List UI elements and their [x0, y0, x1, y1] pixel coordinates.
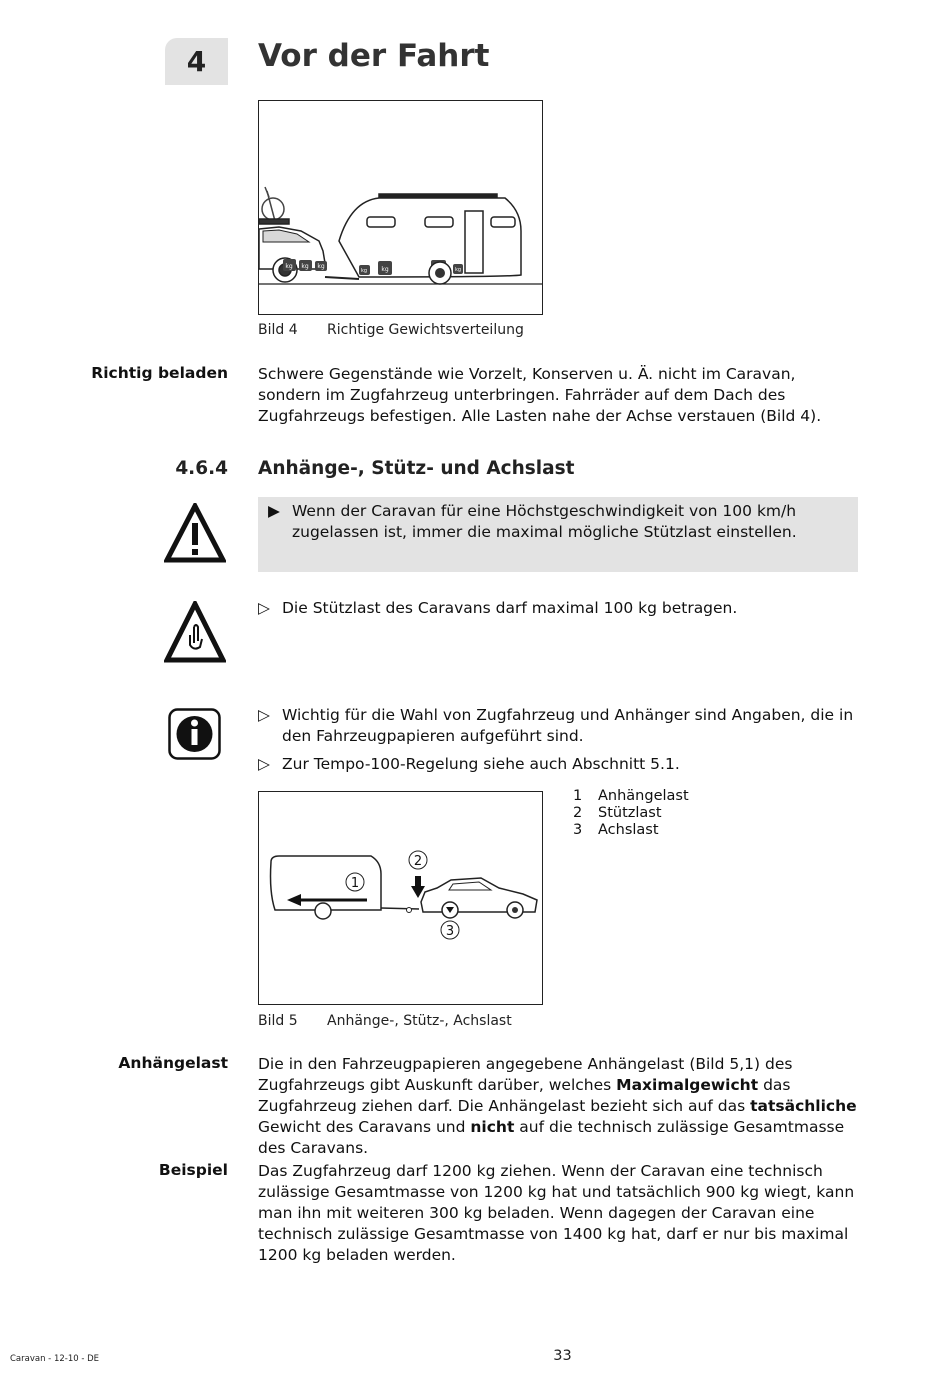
figure-4-weight-distribution: [258, 100, 543, 315]
outline-arrow-icon: ▷: [258, 706, 270, 724]
figure-4-caption: [258, 322, 524, 338]
svg-text:kg: kg: [381, 266, 389, 273]
outline-arrow-icon: ▷: [258, 599, 270, 617]
info-icon: [168, 708, 221, 760]
section-title: Anhänge-, Stütz- und Achslast: [258, 458, 575, 479]
figure-5-loads: [258, 791, 543, 1005]
page-number: 33: [553, 1348, 572, 1364]
legend-item: 3 Achslast: [573, 822, 659, 838]
figure-4-number: Bild 4: [258, 322, 298, 338]
beispiel-text: Das Zugfahrzeug darf 1200 kg ziehen. Wenn der Caravan eine technisch zulässige Gesamtmasse von 1200 kg hat und tatsächlich 900 kg wiegt, kann man ihn mit weiteren 300 kg beladen. Wenn dagegen der Caravan eine technisch zulässige Gesamtmasse von 1400 kg hat, darf er nur bis maximal 1200 kg beladen werden.: [258, 1162, 855, 1264]
figure-5-number: Bild 5: [258, 1013, 298, 1029]
footer-document-id: Caravan - 12-10 - DE: [10, 1354, 100, 1364]
figure-4-caption-text: Richtige Gewichtsverteilung: [327, 322, 524, 338]
chapter-number: 4: [165, 38, 228, 85]
svg-text:2: 2: [413, 854, 423, 869]
outline-arrow-icon: ▷: [258, 755, 270, 773]
warning-triangle-icon: [164, 503, 226, 563]
svg-text:kg: kg: [317, 263, 325, 270]
svg-text:1: 1: [350, 876, 360, 891]
chapter-title: Vor der Fahrt: [258, 38, 490, 74]
caution-text: ▷ Die Stützlast des Caravans darf maximal 100 kg betragen.: [258, 599, 738, 617]
richtig-beladen-label: Richtig beladen: [91, 364, 228, 382]
info-item-1: ▷ Wichtig für die Wahl von Zugfahrzeug und Anhänger sind Angaben, die in den Fahrzeugpapieren aufgeführt sind.: [258, 706, 854, 745]
bicycle-icon: [262, 187, 284, 221]
warning-text: ▶ Wenn der Caravan für eine Höchstgeschwindigkeit von 100 km/h zugelassen ist, immer die maximal mögliche Stützlast einstellen.: [268, 502, 797, 541]
anhaengelast-text: Die in den Fahrzeugpapieren angegebene Anhängelast (Bild 5,1) des Zugfahrzeugs gibt Auskunft darüber, welches Maximalgewicht das Zugfahrzeug ziehen darf. Die Anhängelast bezieht sich auf das tatsächliche Gewicht des Caravans und nicht auf die technisch zulässige Gesamtmasse des Caravans.: [258, 1055, 857, 1157]
beispiel-label: Beispiel: [158, 1161, 228, 1179]
caravan: [339, 194, 521, 277]
svg-text:3: 3: [445, 924, 455, 939]
figure-5-caption-text: Anhänge-, Stütz-, Achslast: [327, 1013, 512, 1029]
figure-5-legend: [573, 788, 689, 839]
car-caravan-illustration: [259, 101, 542, 314]
svg-text:kg: kg: [301, 263, 309, 270]
legend-item: 2 Stützlast: [573, 805, 662, 821]
anhaengelast-label: Anhängelast: [118, 1054, 228, 1072]
attention-hand-icon: [164, 601, 226, 663]
info-item-2: ▷ Zur Tempo-100-Regelung siehe auch Abschnitt 5.1.: [258, 755, 680, 773]
section-number: 4.6.4: [175, 458, 228, 479]
svg-text:kg: kg: [360, 268, 368, 274]
svg-text:kg: kg: [285, 263, 293, 270]
load-diagram: [259, 792, 542, 1004]
filled-arrow-icon: ▶: [268, 502, 280, 520]
legend-item: 1 Anhängelast: [573, 788, 689, 804]
svg-text:kg: kg: [454, 267, 462, 273]
richtig-beladen-text: Schwere Gegenstände wie Vorzelt, Konserven u. Ä. nicht im Caravan, sondern im Zugfahrzeug unterbringen. Fahrräder auf dem Dach des Zugfahrzeugs befestigen. Alle Lasten nahe der Achse verstauen (Bild 4).: [258, 365, 822, 425]
figure-5-caption: [258, 1013, 512, 1029]
tow-car: [259, 219, 325, 282]
